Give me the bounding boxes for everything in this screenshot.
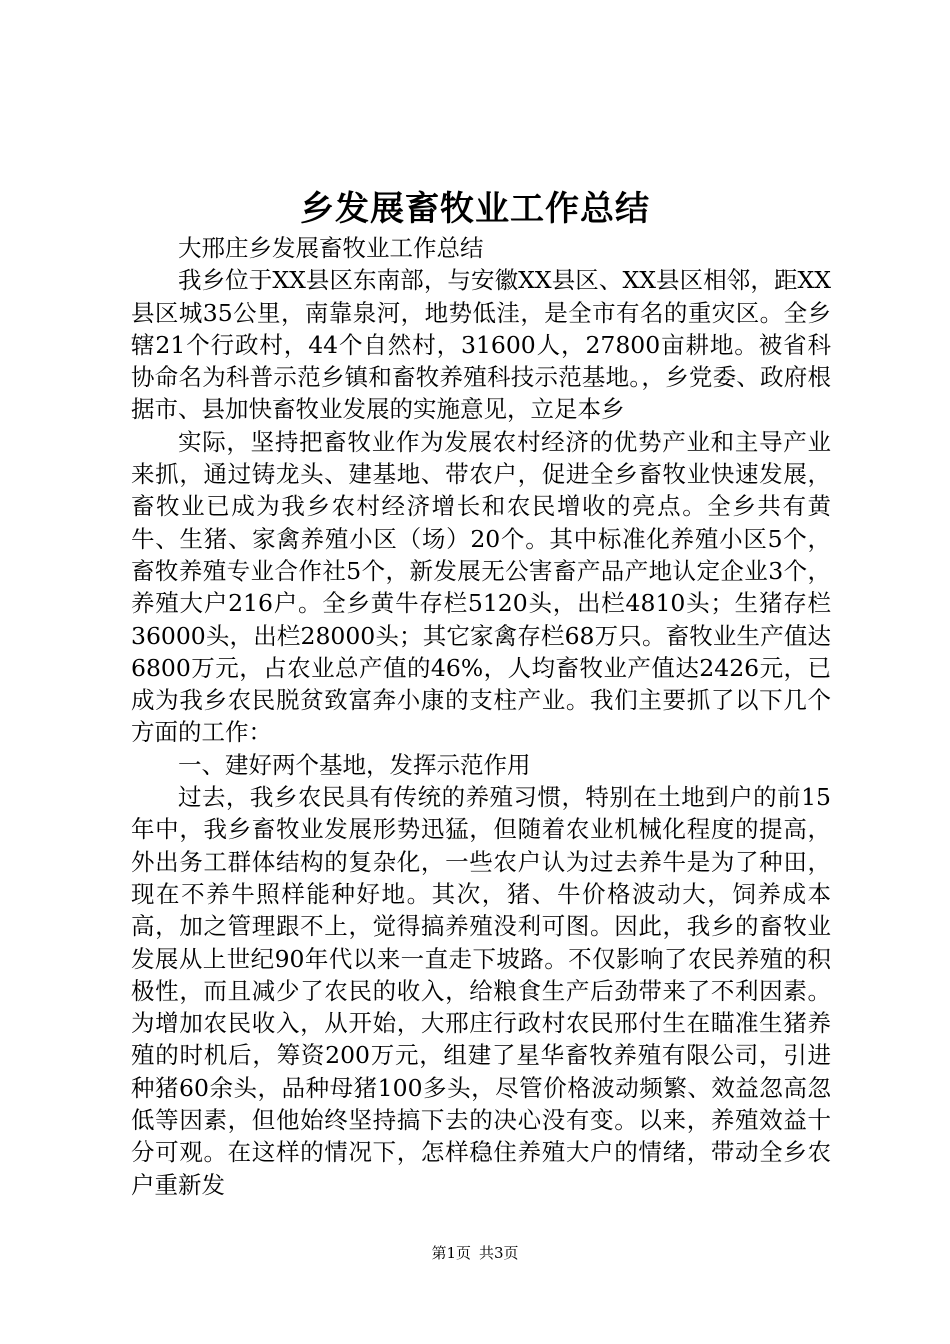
paragraph: 过去，我乡农民具有传统的养殖习惯，特别在土地到户的前15年中，我乡畜牧业发展形势迅猛，但随着农业机械化程度的提高，外出务工群体结构的复杂化，一些农户认为过去养牛是为了种田，现在不养牛照样能种好地。其次，猪、牛价格波动大，饲养成本高，加之管理跟不上，觉得搞养殖没利可图。因此，我乡的畜牧业发展从上世纪90年代以来一直走下坡路。不仅影响了农民养殖的积极性，而且减少了农民的收入，给粮食生产后劲带来了不利因素。为增加农民收入，从开始，大邢庄行政村农民邢付生在瞄准生猪养殖的时机后，筹资200万元，组建了星华畜牧养殖有限公司，引进种猪60余头，品种母猪100多头，尽管价格波动频繁、效益忽高忽低等因素，但他始终坚持搞下去的决心没有变。以来，养殖效益十分可观。在这样的情况下，怎样稳住养殖大户的情绪，带动全乡农户重新发 [131, 783, 831, 1199]
page-number: 第1页 [431, 1244, 471, 1262]
paragraph: 实际，坚持把畜牧业作为发展农村经济的优势产业和主导产业来抓，通过铸龙头、建基地、带农户，促进全乡畜牧业快速发展，畜牧业已成为我乡农村经济增长和农民增收的亮点。全乡共有黄牛、生猪、家禽养殖小区（场）20个。其中标准化养殖小区5个，畜牧养殖专业合作社5个，新发展无公害畜产品产地认定企业3个，养殖大户216户。全乡黄牛存栏5120头，出栏4810头；生猪存栏36000头，出栏28000头；其它家禽存栏68万只。畜牧业生产值达6800万元，占农业总产值的46%，人均畜牧业产值达2426元，已成为我乡农民脱贫致富奔小康的支柱产业。我们主要抓了以下几个方面的工作： [131, 427, 831, 747]
paragraph: 我乡位于XX县区东南部，与安徽XX县区、XX县区相邻，距XX县区城35公里，南靠泉河，地势低洼，是全市有名的重灾区。全乡辖21个行政村，44个自然村，31600人，27800亩耕地。被省科协命名为科普示范乡镇和畜牧养殖科技示范基地。，乡党委、政府根据市、县加快畜牧业发展的实施意见，立足本乡 [131, 266, 831, 424]
page-footer [0, 1243, 950, 1263]
document-title: 乡发展畜牧业工作总结 [300, 189, 650, 229]
section-heading: 一、建好两个基地，发挥示范作用 [178, 750, 531, 779]
document-body [131, 232, 831, 1201]
paragraph-subtitle: 大邢庄乡发展畜牧业工作总结 [178, 234, 484, 262]
page-total: 共3页 [479, 1244, 519, 1262]
